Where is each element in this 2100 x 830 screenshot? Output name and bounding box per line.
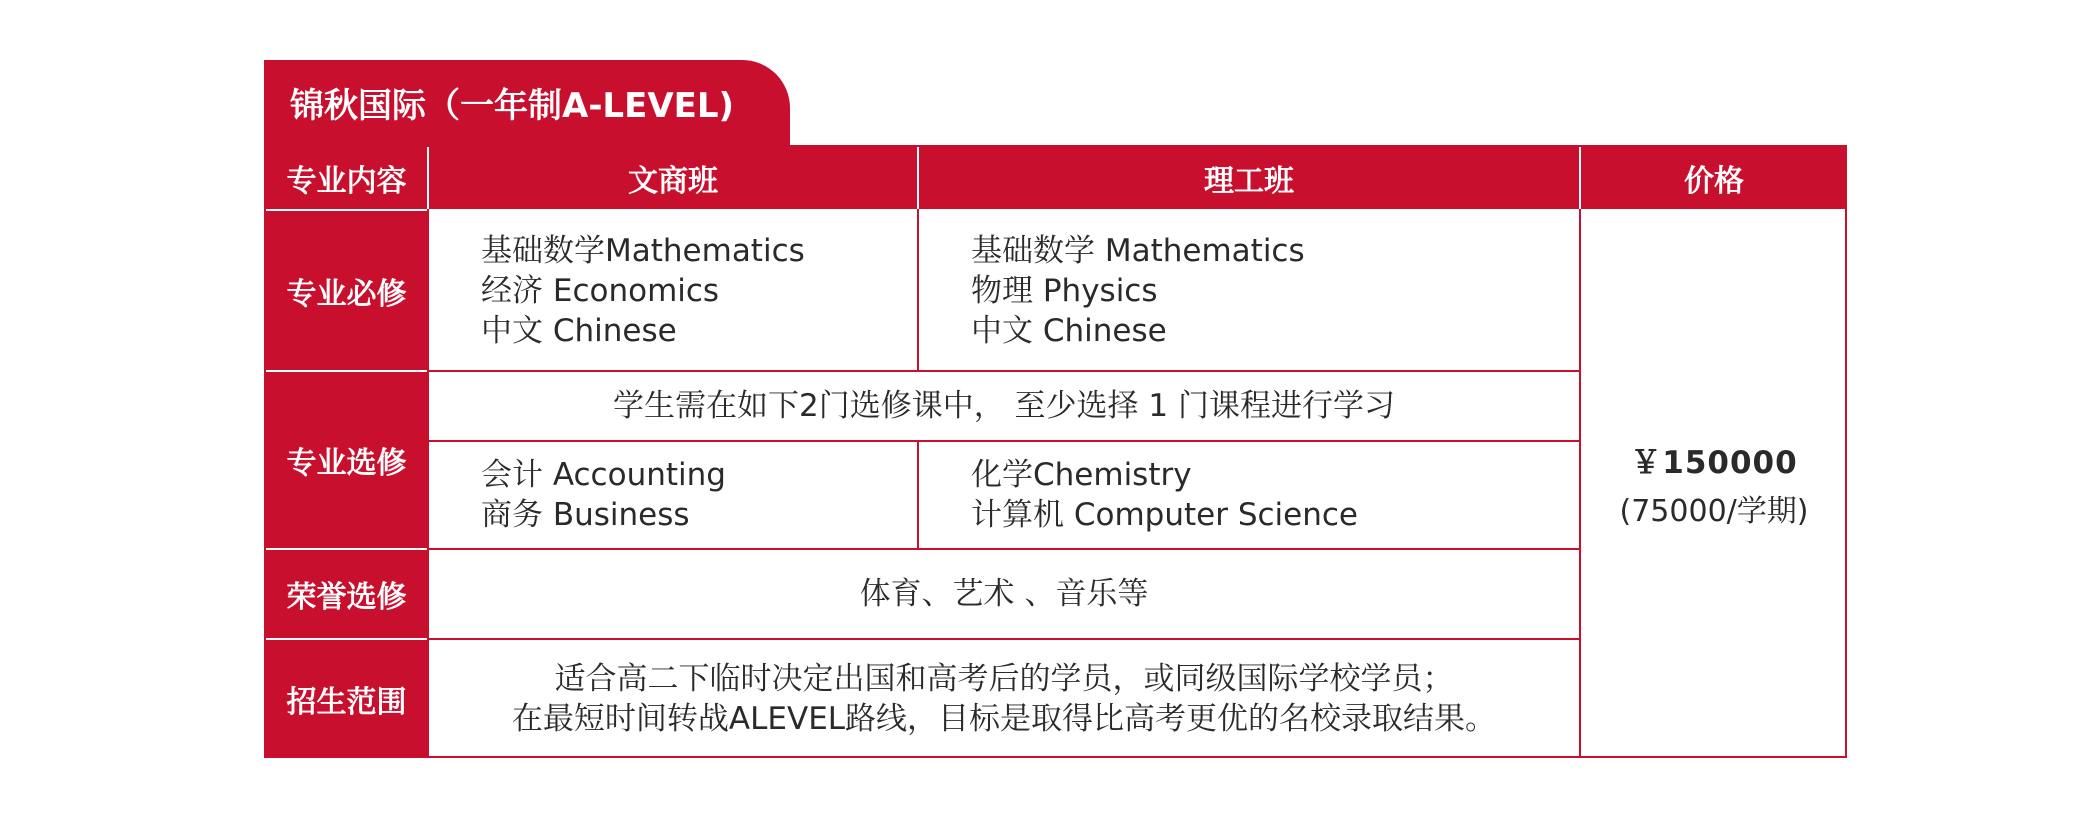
row-label-honors: [266, 550, 427, 638]
header-divider: [427, 147, 429, 209]
header-price-label: 价格: [1684, 164, 1744, 199]
course-table: [264, 145, 1847, 758]
course-item: 中文 Chinese: [971, 312, 1167, 349]
label-divider: [266, 548, 427, 550]
grid-line: [427, 440, 1579, 442]
required-humanities-cell: [429, 211, 917, 370]
required-science-cell: [919, 211, 1579, 370]
course-item: 物理 Physics: [971, 272, 1158, 309]
header-science: [919, 147, 1579, 209]
header-divider: [1579, 147, 1581, 209]
header-price: [1581, 147, 1847, 209]
grid-line: [427, 638, 1579, 640]
price-total: ￥150000: [1630, 445, 1798, 481]
header-divider: [917, 147, 919, 209]
enrollment-line: 适合高二下临时决定出国和高考后的学员，或同级国际学校学员；: [554, 661, 1454, 697]
course-item: 会计 Accounting: [481, 457, 726, 493]
label-divider: [266, 209, 427, 211]
enrollment-line: 在最短时间转战ALEVEL路线，目标是取得比高考更优的名校录取结果。: [511, 701, 1497, 737]
grid-line: [427, 209, 429, 758]
header-content: [266, 147, 427, 209]
elective-science-cell: [919, 442, 1579, 548]
row-label-elective-text: 专业选修: [286, 446, 407, 481]
grid-line: [427, 370, 1579, 372]
grid-line: [427, 548, 1579, 550]
elective-note: 学生需在如下2门选修课中， 至少选择 1 门课程进行学习: [612, 388, 1395, 424]
honors-text: 体育、艺术 、音乐等: [859, 576, 1149, 612]
elective-humanities-cell: [429, 442, 917, 548]
grid-line: [917, 440, 919, 548]
enrollment-cell: [429, 640, 1579, 758]
honors-cell: [429, 550, 1579, 638]
label-divider: [266, 370, 427, 372]
course-item: 商务 Business: [481, 497, 690, 533]
grid-line: [1579, 209, 1581, 758]
grid-line: [917, 209, 919, 370]
price-cell: [1581, 209, 1847, 758]
header-humanities: [429, 147, 917, 209]
row-label-enrollment-text: 招生范围: [286, 685, 407, 720]
header-humanities-label: 文商班: [628, 164, 718, 199]
elective-note-cell: [429, 372, 1579, 440]
program-title: 锦秋国际（一年制A-LEVEL): [290, 86, 735, 126]
row-label-elective: [266, 372, 427, 548]
header-content-label: 专业内容: [286, 164, 407, 199]
row-label-enrollment: [266, 640, 427, 758]
price-per-term: (75000/学期): [1619, 494, 1809, 529]
course-item: 中文 Chinese: [481, 312, 677, 349]
course-item: 经济 Economics: [481, 272, 720, 309]
row-label-required: [266, 211, 427, 370]
row-label-required-text: 专业必修: [286, 276, 407, 312]
program-title-tab: [264, 60, 790, 145]
course-item: 化学Chemistry: [971, 457, 1192, 493]
header-science-label: 理工班: [1204, 164, 1294, 199]
course-item: 基础数学Mathematics: [481, 232, 805, 269]
row-label-honors-text: 荣誉选修: [286, 580, 407, 615]
course-item: 计算机 Computer Science: [971, 497, 1358, 533]
label-divider: [266, 638, 427, 640]
course-item: 基础数学 Mathematics: [971, 232, 1305, 269]
